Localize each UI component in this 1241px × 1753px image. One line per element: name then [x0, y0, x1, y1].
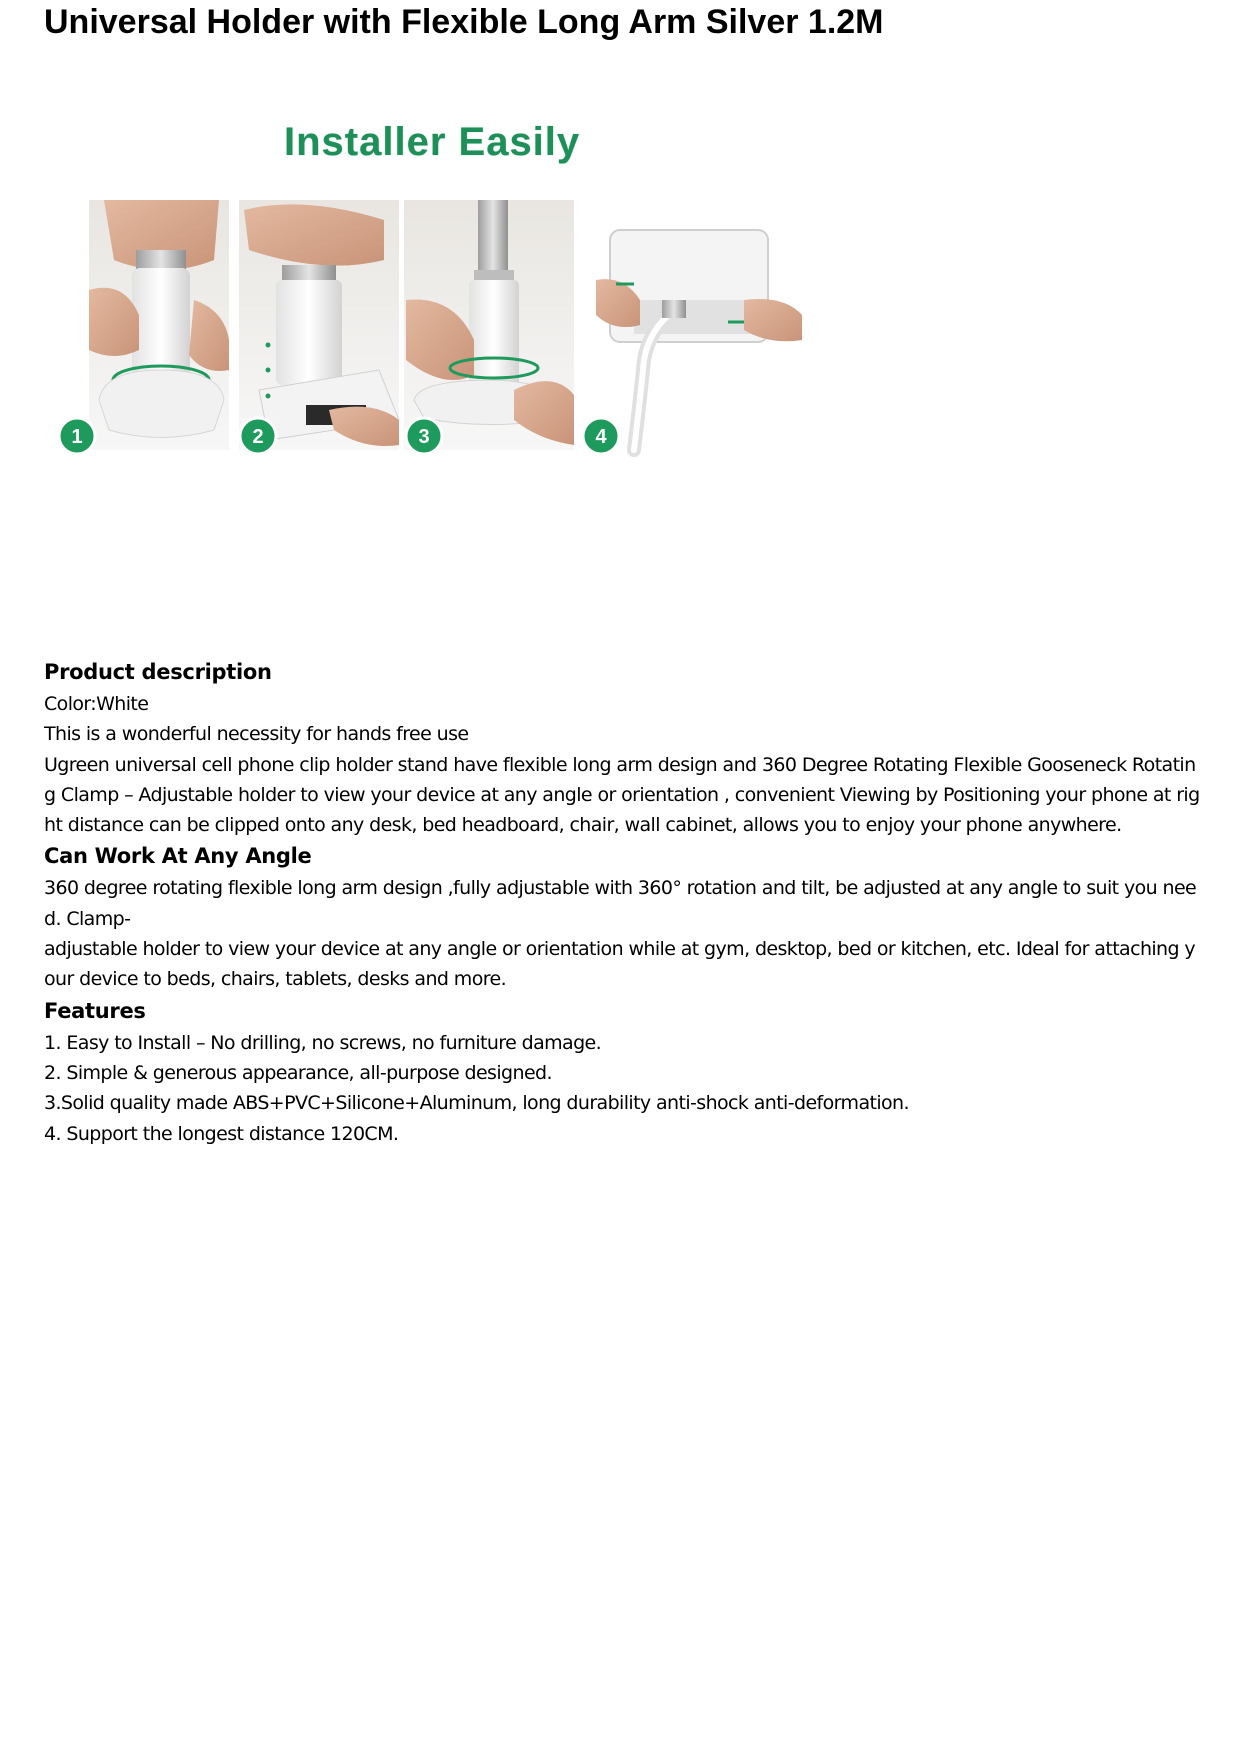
any-angle-paragraph-1: 360 degree rotating flexible long arm design ,fully adjustable with 360° rotation and tilt, be adjusted at any angle to suit you need. Clamp- — [44, 877, 1197, 930]
step-4-panel — [584, 200, 804, 450]
installation-steps-illustration — [44, 100, 894, 660]
step-2-number: 2 — [252, 426, 264, 448]
any-angle-heading: Can Work At Any Angle — [44, 844, 312, 869]
features-heading: Features — [44, 998, 146, 1023]
product-details — [44, 656, 1204, 1149]
feature-item-4: 4. Support the longest distance 120CM. — [44, 1122, 399, 1145]
product-installation-image — [44, 100, 894, 660]
feature-item-2: 2. Simple & generous appearance, all-purpose designed. — [44, 1061, 552, 1084]
step-3-panel — [404, 200, 574, 450]
feature-item-3: 3.Solid quality made ABS+PVC+Silicone+Aluminum, long durability anti-shock anti-deformation. — [44, 1092, 909, 1115]
color-line: Color:White — [44, 693, 149, 715]
step-3-badge — [406, 418, 442, 454]
product-description-heading: Product description — [44, 660, 272, 684]
description-paragraph: Ugreen universal cell phone clip holder stand have flexible long arm design and 360 Degree Rotating Flexible Gooseneck Rotating Clamp – Adjustable holder to view your device at any angle or orientation , convenient Viewing by Positioning your phone at right distance can be clipped onto any desk, bed headboard, chair, wall cabinet, allows you to enjoy your phone anywhere. — [44, 753, 1200, 837]
step-1-number: 1 — [71, 426, 83, 448]
step-2-panel — [239, 200, 399, 450]
intro-line: This is a wonderful necessity for hands free use — [44, 723, 469, 746]
step-1-badge — [59, 418, 95, 454]
figure-heading: Installer Easily — [284, 120, 581, 164]
page-title: Universal Holder with Flexible Long Arm Silver 1.2M — [44, 3, 884, 41]
step-3-number: 3 — [418, 426, 430, 448]
step-2-badge — [240, 418, 276, 454]
feature-item-1: 1. Easy to Install – No drilling, no screws, no furniture damage. — [44, 1031, 602, 1054]
step-1-panel — [89, 200, 229, 450]
step-4-number: 4 — [595, 426, 607, 448]
any-angle-paragraph-2: adjustable holder to view your device at any angle or orientation while at gym, desktop, bed or kitchen, etc. Ideal for attaching your device to beds, chairs, tablets, desks and more. — [44, 938, 1196, 991]
step-4-badge — [583, 418, 619, 454]
